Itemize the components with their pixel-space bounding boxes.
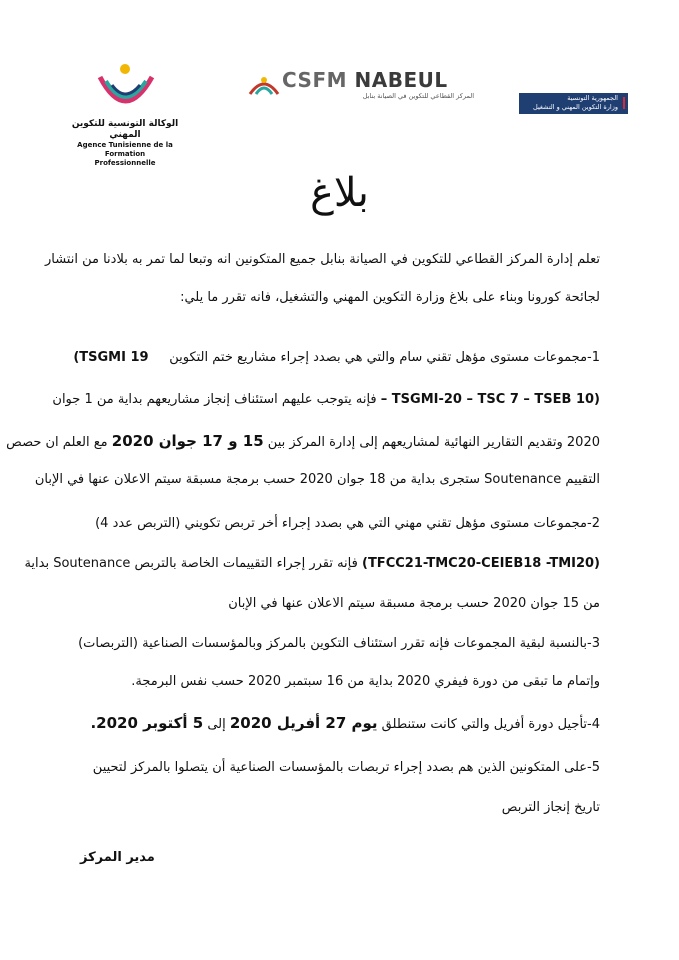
notice-title: بلاغ — [310, 170, 369, 216]
csfm-logo — [248, 68, 478, 108]
p4-text-c: إلى — [207, 717, 226, 732]
p3-line-2: وإتمام ما تبقى من دورة فيفري 2020 بداية من 16 سبتمبر 2020 حسب نفس البرمجة. — [131, 674, 600, 689]
p1-line-2 — [52, 392, 600, 407]
p5-line-2: تاريخ إنجاز التربص — [501, 800, 600, 815]
atfp-name-fr-1: Agence Tunisienne de la Formation — [77, 141, 173, 158]
p1-line-3 — [6, 432, 600, 450]
atfp-emblem-icon — [90, 55, 160, 117]
p1-line-1-text: 1-مجموعات مستوى مؤهل تقني سام والتي هي بصدد إجراء مشاريع ختم التكوين — [169, 350, 600, 365]
p1-line-2-text: فإنه يتوجب عليهم استئناف إنجاز مشاريعهم بداية من 1 جوان — [52, 392, 377, 407]
atfp-logo — [70, 55, 180, 168]
atfp-name-ar: الوكالة التونسية للتكوين المهني — [71, 119, 179, 140]
p1-line-3c: مع العلم ان حصص — [6, 435, 108, 450]
p2-codes: (TFCC21-TMC20-CEIEB18 -TMI20) — [362, 556, 600, 571]
csfm-name — [282, 68, 448, 92]
p3-line-1: 3-بالنسبة لبقية المجموعات فإنه تقرر استئناف التكوين بالمركز وبالمؤسسات الصناعية (التربصات) — [78, 636, 600, 651]
csfm-name-b: NABEUL — [354, 68, 448, 92]
p4-date-to: 5 أكتوبر 2020. — [90, 714, 204, 732]
csfm-name-a: CSFM — [282, 68, 348, 92]
intro-line-1: تعلم إدارة المركز القطاعي للتكوين في الصيانة بنابل جميع المتكونين انه وتبعا لما تمر به بلادنا من انتشار — [44, 252, 600, 267]
p1-line-1 — [73, 350, 600, 365]
p4-date-from: يوم 27 أفريل 2020 — [229, 714, 378, 732]
p2-line-2-text: فإنه تقرر إجراء التقييمات الخاصة بالتربص Soutenance بداية — [24, 556, 358, 571]
p1-line-4: التقييم Soutenance ستجرى بداية من 18 جوان 2020 حسب برمجة مسبقة سيتم الاعلان عنها في الإبان — [34, 472, 600, 487]
csfm-emblem-icon — [248, 70, 280, 100]
letterhead — [0, 0, 679, 167]
signature: مدير المركز — [80, 850, 155, 865]
p2-line-2 — [24, 556, 600, 571]
p1-line-3a: 2020 وتقديم التقارير النهائية لمشاريعهم إلى إدارة المركز بين — [267, 435, 600, 450]
republic-line-2: وزارة التكوين المهني و التشغيل — [533, 103, 618, 111]
p1-code-2: – TSGMI-20 – TSC 7 – TSEB 10) — [380, 392, 600, 407]
republic-box — [519, 93, 628, 114]
intro-line-2: لجائحة كورونا وبناء على بلاغ وزارة التكوين المهني والتشغيل، فانه تقرر ما يلي: — [180, 290, 600, 305]
p4-text-a: 4-تأجيل دورة أفريل والتي كانت ستنطلق — [381, 717, 600, 732]
p4-line — [90, 714, 600, 732]
p1-dates: 15 و 17 جوان 2020 — [111, 432, 264, 450]
flag-icon — [623, 97, 625, 109]
p1-code-1: (TSGMI 19 — [73, 350, 149, 365]
atfp-name-fr-2: Professionnelle — [94, 159, 156, 167]
p2-line-3: من 15 جوان 2020 حسب برمجة مسبقة سيتم الاعلان عنها في الإبان — [228, 596, 600, 611]
p2-line-1: 2-مجموعات مستوى مؤهل تقني مهني التي هي بصدد إجراء أخر تربص تكويني (التربص عدد 4) — [95, 516, 600, 531]
csfm-subtitle: المركز القطاعي للتكوين في الصيانة بنابل — [362, 92, 474, 100]
p5-line-1: 5-على المتكونين الذين هم بصدد إجراء تربصات بالمؤسسات الصناعية أن يتصلوا بالمركز لتحيين — [92, 760, 600, 775]
republic-line-1: الجمهورية التونسية — [567, 94, 618, 102]
